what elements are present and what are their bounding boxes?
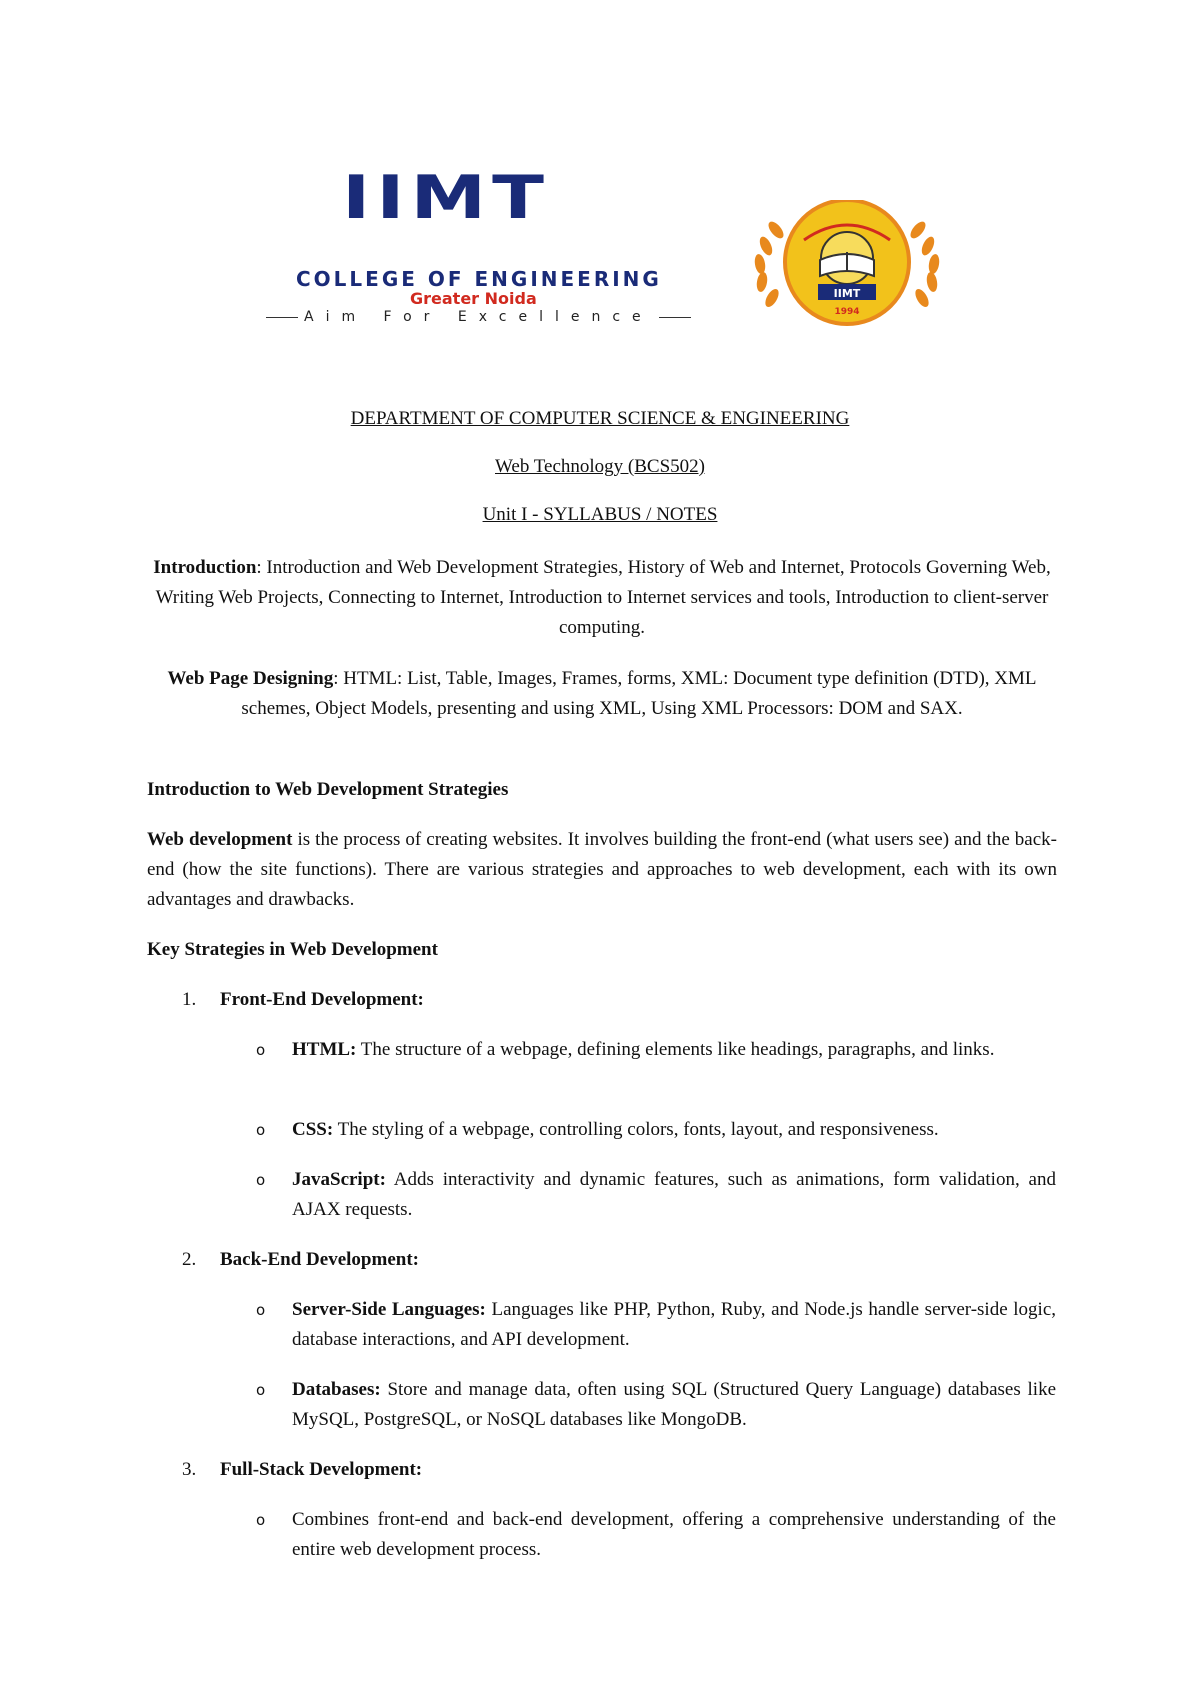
item-label: JavaScript: bbox=[292, 1169, 386, 1190]
bullet-marker: o bbox=[256, 1121, 266, 1139]
logo-motto bbox=[260, 302, 730, 332]
strategy-number: 3. bbox=[182, 1459, 197, 1480]
bullet-marker: o bbox=[256, 1171, 266, 1189]
item-text: The styling of a webpage, controlling colors, fonts, layout, and responsiveness. bbox=[333, 1119, 939, 1140]
logo-brand: IIMT bbox=[342, 162, 551, 233]
webdev-paragraph bbox=[147, 825, 1057, 915]
item-text: Languages like PHP, Python, Ruby, and Node.js handle server-side logic, database interactions, and API development. bbox=[292, 1299, 1057, 1350]
strategy-title: Full-Stack Development: bbox=[220, 1459, 423, 1480]
college-logo bbox=[260, 162, 960, 325]
bullet-marker: o bbox=[256, 1041, 266, 1059]
strategy-number: 1. bbox=[182, 989, 197, 1010]
item-label: HTML: bbox=[292, 1039, 357, 1060]
webdev-label: Web development bbox=[147, 829, 293, 850]
item-label: Databases: bbox=[292, 1379, 381, 1400]
course-title: Web Technology (BCS502) bbox=[495, 456, 705, 477]
syllabus-wpd-text: : HTML: List, Table, Images, Frames, forms, XML: Document type definition (DTD), XML schemes, Object Models, presenting and using XML, Using XML Processors: DOM and SAX. bbox=[241, 668, 1037, 719]
logo-city: Greater Noida bbox=[410, 289, 537, 308]
item-text: Store and manage data, often using SQL (Structured Query Language) databases like MySQL, PostgreSQL, or NoSQL databases like MongoDB. bbox=[292, 1379, 1056, 1430]
strategy-title: Front-End Development: bbox=[220, 989, 424, 1010]
department-title: DEPARTMENT OF COMPUTER SCIENCE & ENGINEERING bbox=[350, 408, 850, 429]
bullet-marker: o bbox=[256, 1301, 266, 1319]
webdev-text: is the process of creating websites. It involves building the front-end (what users see) and the back-end (how the site functions). There are various strategies and approaches to web development, each with its own advantages and drawbacks. bbox=[147, 829, 1057, 910]
item-label: CSS: bbox=[292, 1119, 334, 1140]
logo-motto-text: Aim For Excellence bbox=[304, 309, 653, 325]
syllabus-web-page-designing bbox=[147, 664, 1057, 724]
item-text: Adds interactivity and dynamic features, such as animations, form validation, and AJAX requests. bbox=[292, 1169, 1056, 1220]
emblem-year: 1994 bbox=[834, 307, 860, 317]
item-label: Server-Side Languages: bbox=[292, 1299, 486, 1320]
syllabus-wpd-label: Web Page Designing bbox=[167, 668, 334, 689]
bullet-marker: o bbox=[256, 1511, 266, 1529]
item-text: Combines front-end and back-end development, offering a comprehensive understanding of the entire web development process. bbox=[292, 1509, 1056, 1560]
section-heading-key-strategies: Key Strategies in Web Development bbox=[147, 939, 438, 960]
strategy-number: 2. bbox=[182, 1249, 197, 1270]
college-emblem-icon bbox=[742, 200, 952, 332]
unit-title: Unit I - SYLLABUS / NOTES bbox=[482, 504, 718, 525]
item-text: The structure of a webpage, defining elements like headings, paragraphs, and links. bbox=[356, 1039, 995, 1060]
section-heading-intro: Introduction to Web Development Strategies bbox=[147, 779, 509, 800]
emblem-label: IIMT bbox=[833, 287, 861, 300]
syllabus-intro-text: : Introduction and Web Development Strategies, History of Web and Internet, Protocols Governing Web, Writing Web Projects, Connecting to Internet, Introduction to Internet services and tools, Introduction to client-server computing. bbox=[155, 557, 1051, 638]
logo-wordmark bbox=[260, 162, 730, 325]
logo-college-name: COLLEGE OF ENGINEERING bbox=[296, 267, 662, 291]
bullet-marker: o bbox=[256, 1381, 266, 1399]
strategy-title: Back-End Development: bbox=[220, 1249, 419, 1270]
syllabus-introduction bbox=[147, 553, 1057, 643]
syllabus-intro-label: Introduction bbox=[153, 557, 257, 578]
